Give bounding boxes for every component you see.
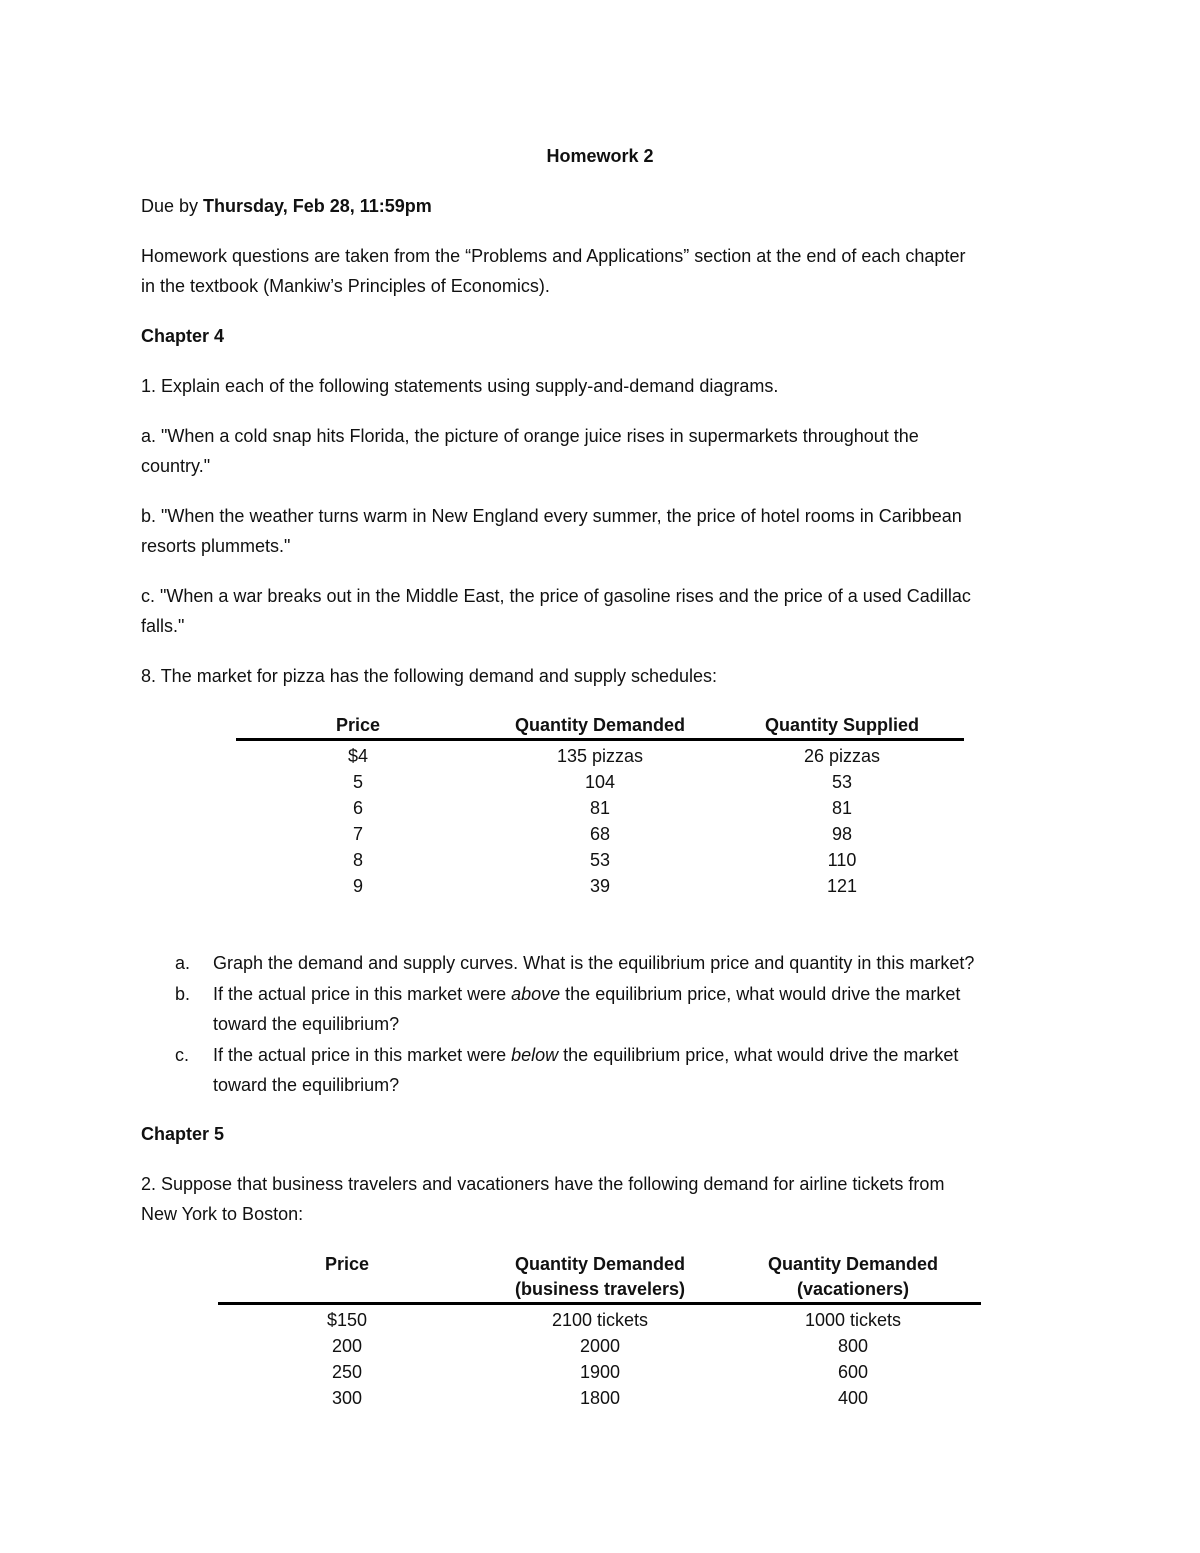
table-header: Quantity Demanded	[514, 1254, 686, 1274]
due-prefix: Due by	[141, 196, 204, 216]
table-cell: 26 pizzas	[803, 746, 881, 766]
table-cell: 1000 tickets	[804, 1310, 902, 1330]
table-cell: 53	[589, 850, 611, 870]
question-2-line-2: New York to Boston:	[141, 1204, 304, 1224]
emphasis: above	[511, 984, 561, 1004]
list-text	[213, 979, 960, 1009]
table-cell: 6	[352, 798, 363, 818]
table-cell: 98	[831, 824, 853, 844]
table-cell: $150	[326, 1310, 368, 1330]
table-header: Price	[324, 1254, 370, 1274]
due-line	[141, 194, 432, 218]
table-cell: 250	[331, 1362, 363, 1382]
text-run: If the actual price in this market were	[213, 1045, 512, 1065]
table-cell: 1900	[579, 1362, 621, 1382]
table-cell: 1800	[579, 1388, 621, 1408]
text-run: If the actual price in this market were	[213, 984, 512, 1004]
list-marker: c.	[175, 1045, 190, 1065]
table-cell: 104	[584, 772, 616, 792]
table-cell: 600	[837, 1362, 869, 1382]
table-header: Quantity Demanded	[767, 1254, 939, 1274]
intro-line-1: Homework questions are taken from the “Problems and Applications” section at the end of each chapter	[141, 246, 966, 266]
table-cell: 121	[826, 876, 858, 896]
table-cell: 68	[589, 824, 611, 844]
table-cell: 300	[331, 1388, 363, 1408]
table-rule	[236, 738, 964, 741]
due-date: Thursday, Feb 28, 11:59pm	[203, 196, 432, 216]
question-1c-line-1: c. "When a war breaks out in the Middle East, the price of gasoline rises and the price of a used Cadillac	[141, 586, 971, 606]
table-header: Price	[335, 715, 381, 735]
table-header: (business travelers)	[514, 1279, 686, 1299]
table-rule	[218, 1302, 981, 1305]
table-cell: 81	[831, 798, 853, 818]
list-text: toward the equilibrium?	[213, 1075, 400, 1095]
table-cell: 7	[352, 824, 363, 844]
list-text: Graph the demand and supply curves. What is the equilibrium price and quantity in this market?	[213, 953, 975, 973]
table-cell: $4	[347, 746, 369, 766]
question-1a-line-1: a. "When a cold snap hits Florida, the picture of orange juice rises in supermarkets throughout the	[141, 426, 919, 446]
question-1b-line-1: b. "When the weather turns warm in New England every summer, the price of hotel rooms in Caribbean	[141, 506, 962, 526]
question-1b-line-2: resorts plummets."	[141, 536, 291, 556]
question-2-line-1: 2. Suppose that business travelers and vacationers have the following demand for airline tickets from	[141, 1174, 945, 1194]
table-header: Quantity Demanded	[514, 715, 686, 735]
text-run: the equilibrium price, what would drive the market	[558, 1045, 959, 1065]
table-cell: 135 pizzas	[556, 746, 644, 766]
table-header: (vacationers)	[796, 1279, 910, 1299]
list-text: toward the equilibrium?	[213, 1014, 400, 1034]
table-cell: 400	[837, 1388, 869, 1408]
text-run: the equilibrium price, what would drive the market	[560, 984, 961, 1004]
question-8: 8. The market for pizza has the following demand and supply schedules:	[141, 666, 717, 686]
intro-line-2: in the textbook (Mankiw’s Principles of Economics).	[141, 276, 550, 296]
table-cell: 800	[837, 1336, 869, 1356]
table-cell: 53	[831, 772, 853, 792]
table-cell: 8	[352, 850, 363, 870]
question-1: 1. Explain each of the following statements using supply-and-demand diagrams.	[141, 376, 779, 396]
list-marker: b.	[175, 984, 191, 1004]
list-text	[213, 1040, 958, 1070]
table-cell: 9	[352, 876, 363, 896]
question-1c-line-2: falls."	[141, 616, 185, 636]
table-cell: 5	[352, 772, 363, 792]
chapter-5-heading: Chapter 5	[141, 1124, 225, 1144]
chapter-4-heading: Chapter 4	[141, 326, 225, 346]
emphasis: below	[511, 1045, 559, 1065]
table-cell: 2000	[579, 1336, 621, 1356]
table-cell: 2100 tickets	[551, 1310, 649, 1330]
table-cell: 81	[589, 798, 611, 818]
page-title: Homework 2	[546, 146, 654, 166]
list-marker: a.	[175, 953, 191, 973]
question-1a-line-2: country."	[141, 456, 211, 476]
table-header: Quantity Supplied	[764, 715, 919, 735]
table-cell: 200	[331, 1336, 363, 1356]
table-cell: 110	[827, 850, 857, 870]
table-cell: 39	[589, 876, 611, 896]
